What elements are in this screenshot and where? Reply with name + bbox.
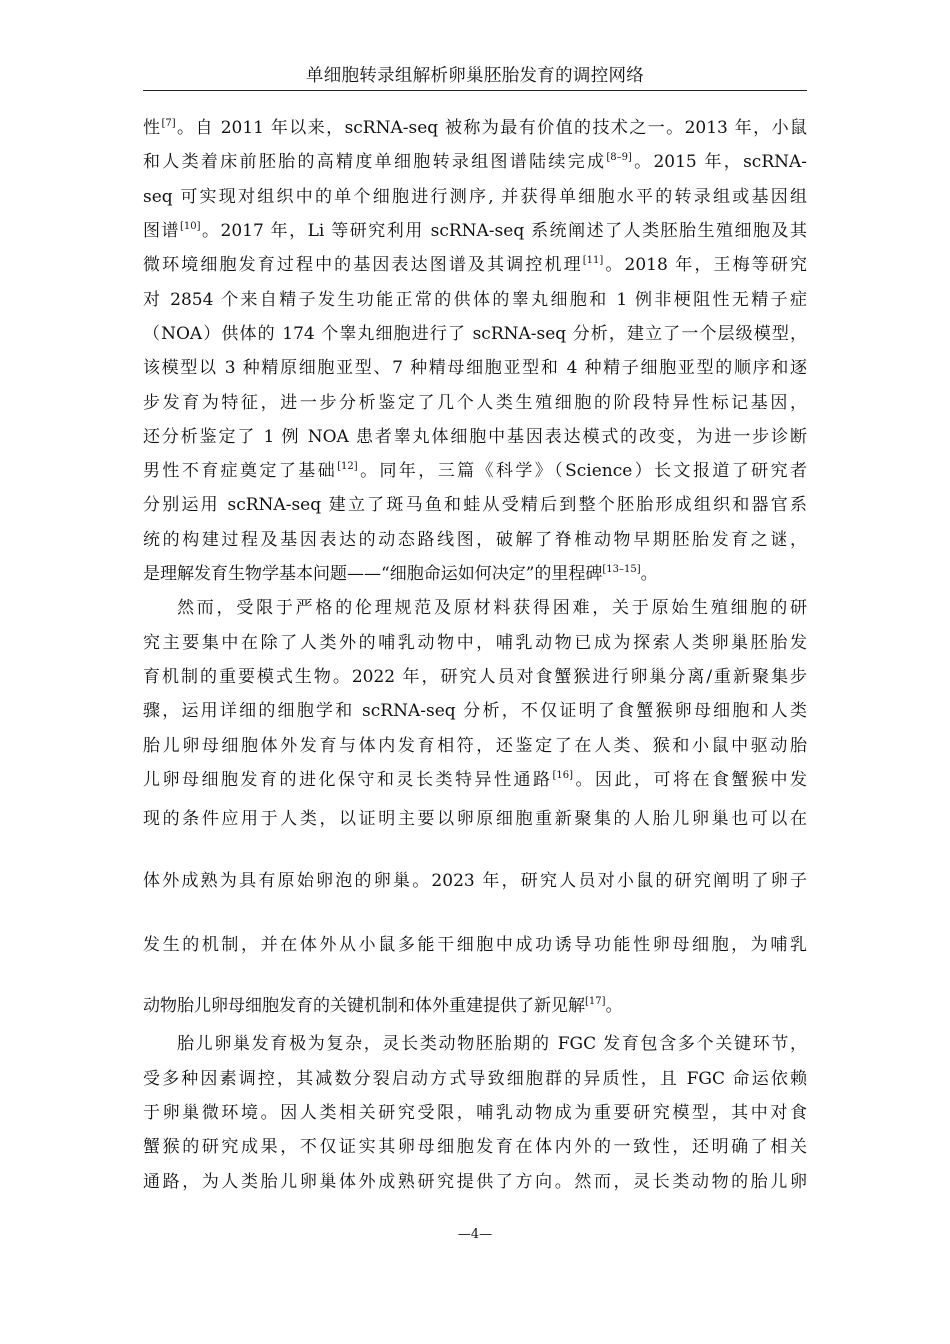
text-line: 育机制的重要模式生物。2022 年，研究人员对食蟹猴进行卵巢分离/重新聚集步	[143, 667, 807, 687]
text-line: 动物胎儿卵母细胞发育的关键机制和体外重建提供了新见解[17]。	[143, 996, 623, 1016]
text-line: 儿卵母细胞发育的进化保守和灵长类特异性通路[16]。因此，可将在食蟹猴中发	[143, 770, 808, 790]
text-line: 是理解发育生物学基本问题——“细胞命运如何决定”的里程碑[13–15]。	[143, 564, 658, 584]
running-header: 单细胞转录组解析卵巢胚胎发育的调控网络	[305, 66, 645, 86]
text-line: 胎儿卵母细胞体外发育与体内发育相符，还鉴定了在人类、猴和小鼠中驱动胎	[143, 736, 807, 756]
text-line: 图谱[10]。2017 年，Li 等研究利用 scRNA-seq 系统阐述了人类胚胎生殖细胞及其	[143, 221, 807, 241]
text-line: 性[7]。自 2011 年以来，scRNA-seq 被称为最有价值的技术之一。2013 年，小鼠	[143, 118, 808, 138]
text-line: 统的构建过程及基因表达的动态路线图，破解了脊椎动物早期胚胎发育之谜，	[143, 530, 807, 550]
citation: [10]	[179, 221, 201, 232]
header-rule	[143, 90, 807, 91]
text-line: 和人类着床前胚胎的高精度单细胞转录组图谱陆续完成[8–9]。2015 年，scRNA-	[143, 152, 808, 172]
text-line: 现的条件应用于人类，以证明主要以卵原细胞重新聚集的人胎儿卵巢也可以在	[143, 809, 807, 829]
citation: [11]	[582, 255, 604, 266]
text-line: 受多种因素调控，其减数分裂启动方式导致细胞群的异质性，且 FGC 命运依赖	[143, 1069, 807, 1089]
text-line: 分别运用 scRNA-seq 建立了斑马鱼和蛙从受精后到整个胚胎形成组织和器官系	[143, 495, 807, 515]
text-line: 对 2854 个来自精子发生功能正常的供体的睾丸细胞和 1 例非梗阻性无精子症	[143, 290, 807, 310]
text-line: 蟹猴的研究成果，不仅证实其卵母细胞发育在体内外的一致性，还明确了相关	[143, 1137, 807, 1157]
text-line: 通路，为人类胎儿卵巢体外成熟研究提供了方向。然而，灵长类动物的胎儿卵	[143, 1172, 807, 1192]
text-line: 发生的机制，并在体外从小鼠多能干细胞中成功诱导功能性卵母细胞，为哺乳	[143, 935, 807, 955]
text-line: 体外成熟为具有原始卵泡的卵巢。2023 年，研究人员对小鼠的研究阐明了卵子	[143, 871, 807, 891]
citation: [17]	[585, 996, 606, 1007]
text-line: 该模型以 3 种精原细胞亚型、7 种精母细胞亚型和 4 种精子细胞亚型的顺序和逐	[143, 358, 807, 378]
citation: [16]	[552, 770, 574, 781]
text-line: （NOA）供体的 174 个睾丸细胞进行了 scRNA-seq 分析，建立了一个层级模型，	[143, 324, 807, 344]
citation: [8–9]	[606, 152, 632, 163]
text-line: 胎儿卵巢发育极为复杂，灵长类动物胚胎期的 FGC 发育包含多个关键环节，	[177, 1034, 807, 1054]
text-line: 于卵巢微环境。因人类相关研究受限，哺乳动物成为重要研究模型，其中对食	[143, 1103, 807, 1123]
text-line: 步发育为特征，进一步分析鉴定了几个人类生殖细胞的阶段特异性标记基因，	[143, 393, 807, 413]
page-number: —4—	[457, 1227, 493, 1242]
citation: [12]	[337, 461, 358, 472]
text-line: 微环境细胞发育过程中的基因表达图谱及其调控机理[11]。2018 年，王梅等研究	[143, 255, 808, 275]
text-line: 男性不育症奠定了基础[12]。同年，三篇《科学》（Science）长文报道了研究者	[143, 461, 807, 481]
text-line: 然而，受限于严格的伦理规范及原材料获得困难，关于原始生殖细胞的研	[177, 598, 807, 618]
citation: [7]	[161, 118, 176, 129]
text-line: 骤，运用详细的细胞学和 scRNA-seq 分析，不仅证明了食蟹猴卵母细胞和人类	[143, 701, 807, 721]
text-line: 究主要集中在除了人类外的哺乳动物中，哺乳动物已成为探索人类卵巢胚胎发	[143, 633, 807, 653]
text-line: seq 可实现对组织中的单个细胞进行测序, 并获得单细胞水平的转录组或基因组	[143, 187, 807, 207]
text-line: 还分析鉴定了 1 例 NOA 患者睾丸体细胞中基因表达模式的改变，为进一步诊断	[143, 427, 807, 447]
citation: [13–15]	[602, 564, 641, 575]
